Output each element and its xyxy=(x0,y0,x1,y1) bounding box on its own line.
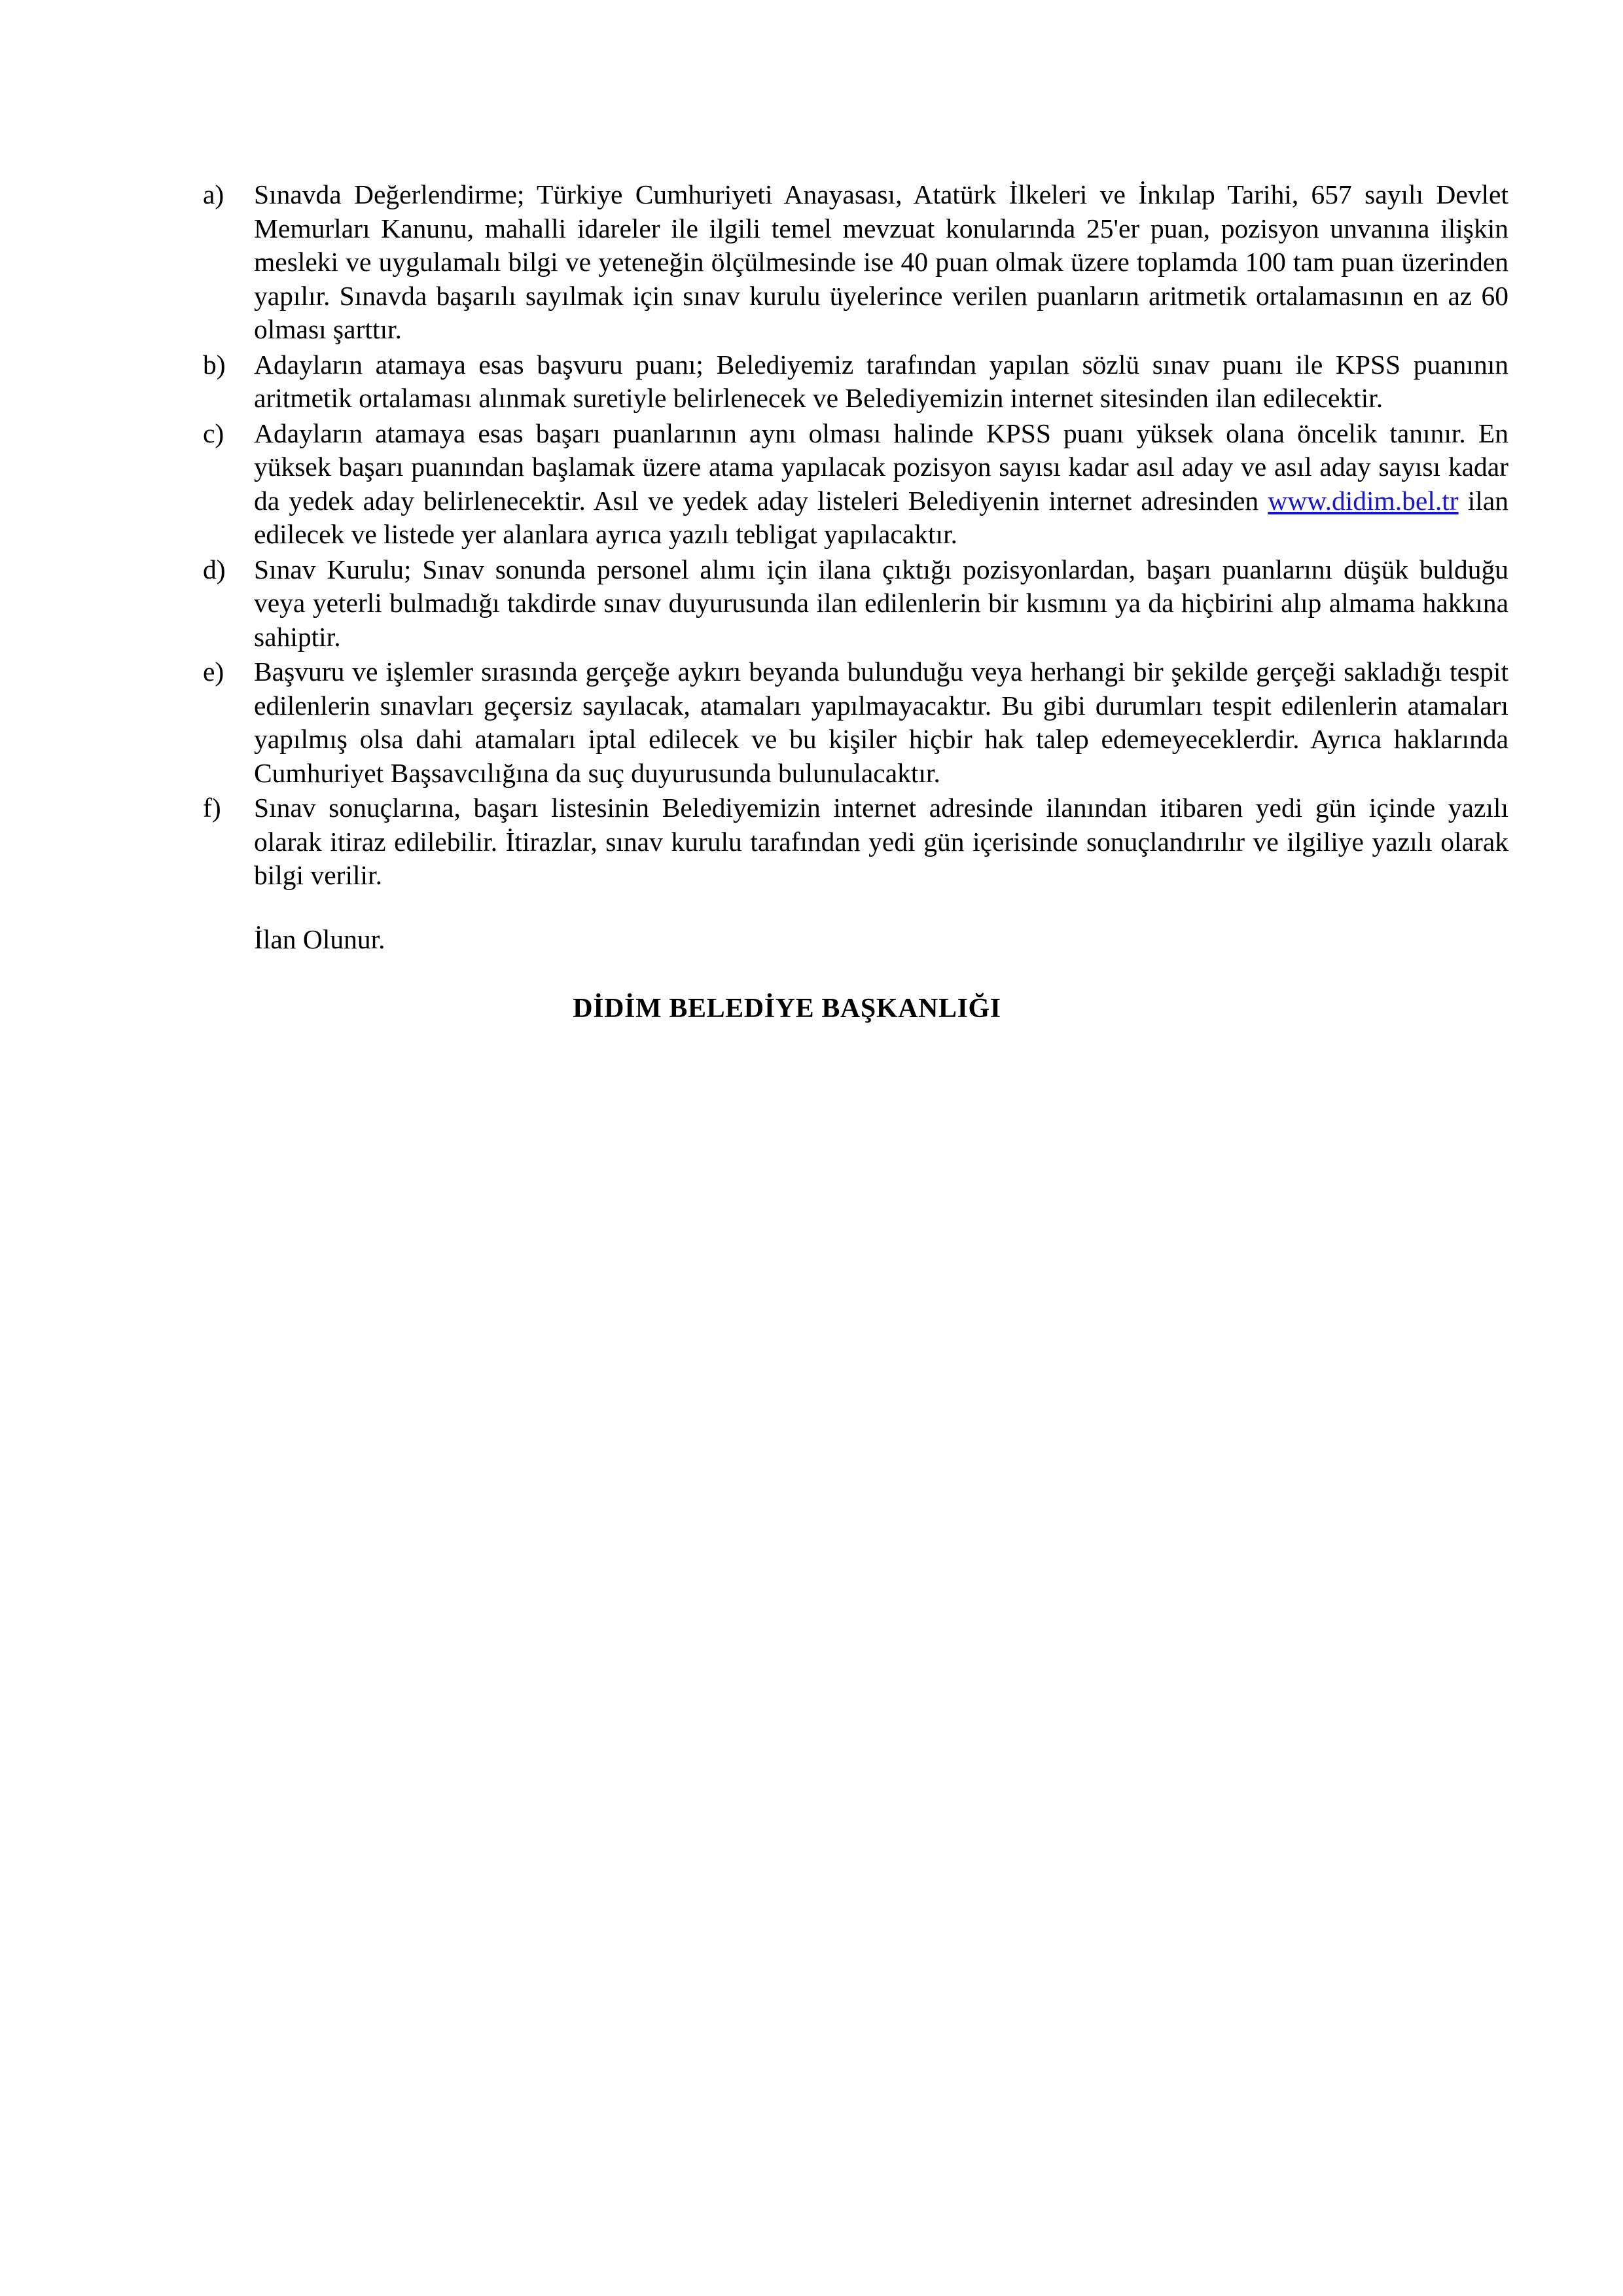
signing-authority: DİDİM BELEDİYE BAŞKANLIĞI xyxy=(573,994,1001,1024)
list-item-marker: d) xyxy=(203,554,226,584)
list-item-text xyxy=(254,178,1508,347)
list-item-text xyxy=(254,791,1508,893)
list-item xyxy=(203,655,1508,790)
list-item-text xyxy=(254,417,1508,552)
list-item-marker: c) xyxy=(203,418,224,448)
list-item-text xyxy=(254,655,1508,790)
list-item-text-before-link: Sınavda Değerlendirme; Türkiye Cumhuriyeti Anayasası, Atatürk İlkeleri ve İnkılap Tarihi, 657 sayılı Devlet Memurları Kanunu, mahalli idareler ile ilgili temel mevzuat konularında 25'er puan, pozisyon unvanına ilişkin mesleki ve uygulamalı bilgi ve yeteneğin ölçülmesinde ise 40 puan olmak üzere toplamda 100 tam puan üzerinden yapılır. Sınavda başarılı sayılmak için sınav kurulu üyelerince verilen puanların aritmetik ortalamasının en az 60 olması şarttır. xyxy=(254,179,1508,344)
list-item-text xyxy=(254,348,1508,416)
list-item xyxy=(203,791,1508,893)
list-item xyxy=(203,348,1508,416)
list-item xyxy=(203,553,1508,655)
list-item-text-before-link: Başvuru ve işlemler sırasında gerçeğe aykırı beyanda bulunduğu veya herhangi bir şekilde gerçeği sakladığı tespit edilenlerin sınavları geçersiz sayılacak, atamaları yapılmayacaktır. Bu gibi durumları tespit edilenlerin atamaları yapılmış olsa dahi atamaları iptal edilecek ve bu kişiler hiçbir hak talep edemeyeceklerdir. Ayrıca haklarında Cumhuriyet Başsavcılığına da suç duyurusunda bulunulacaktır. xyxy=(254,656,1508,788)
lettered-list xyxy=(203,178,1508,893)
didim-website-link[interactable]: www.didim.bel.tr xyxy=(1268,485,1459,516)
list-item-marker: a) xyxy=(203,179,224,209)
list-item-marker: e) xyxy=(203,656,224,687)
list-item-marker: f) xyxy=(203,793,221,823)
list-item xyxy=(203,178,1508,347)
list-item-text-before-link: Adayların atamaya esas başvuru puanı; Belediyemiz tarafından yapılan sözlü sınav puanı ile KPSS puanının aritmetik ortalaması alınmak suretiyle belirlenecek ve Belediyemizin internet sitesinden ilan edilecektir. xyxy=(254,349,1508,413)
list-item-text xyxy=(254,553,1508,655)
list-item-text-before-link: Sınav Kurulu; Sınav sonunda personel alımı için ilana çıktığı pozisyonlardan, başarı puanlarını düşük bulduğu veya yeterli bulmadığı takdirde sınav duyurusunda ilan edilenlerin bir kısmını ya da hiçbirini alıp almama hakkına sahiptir. xyxy=(254,554,1508,652)
list-item-text-after-link: ilan edilecek ve listede yer alanlara ayrıca yazılı tebligat yapılacaktır. xyxy=(254,485,1508,549)
list-item-text-before-link: Adayların atamaya esas başarı puanlarının aynı olması halinde KPSS puanı yüksek olana öncelik tanınır. En yüksek başarı puanından başlamak üzere atama yapılacak pozisyon sayısı kadar asıl aday ve asıl aday sayısı kadar da yedek aday belirlenecektir. Asıl ve yedek aday listeleri Belediyenin internet adresinden xyxy=(254,418,1508,516)
closing-statement: İlan Olunur. xyxy=(254,924,385,954)
document-content xyxy=(203,178,1508,1026)
list-item-marker: b) xyxy=(203,349,226,380)
list-item-text-before-link: Sınav sonuçlarına, başarı listesinin Belediyemizin internet adresinde ilanından itibaren yedi gün içinde yazılı olarak itiraz edilebilir. İtirazlar, sınav kurulu tarafından yedi gün içerisinde sonuçlandırılır ve ilgiliye yazılı olarak bilgi verilir. xyxy=(254,793,1508,890)
list-item xyxy=(203,417,1508,552)
signature-block xyxy=(203,992,1508,1026)
